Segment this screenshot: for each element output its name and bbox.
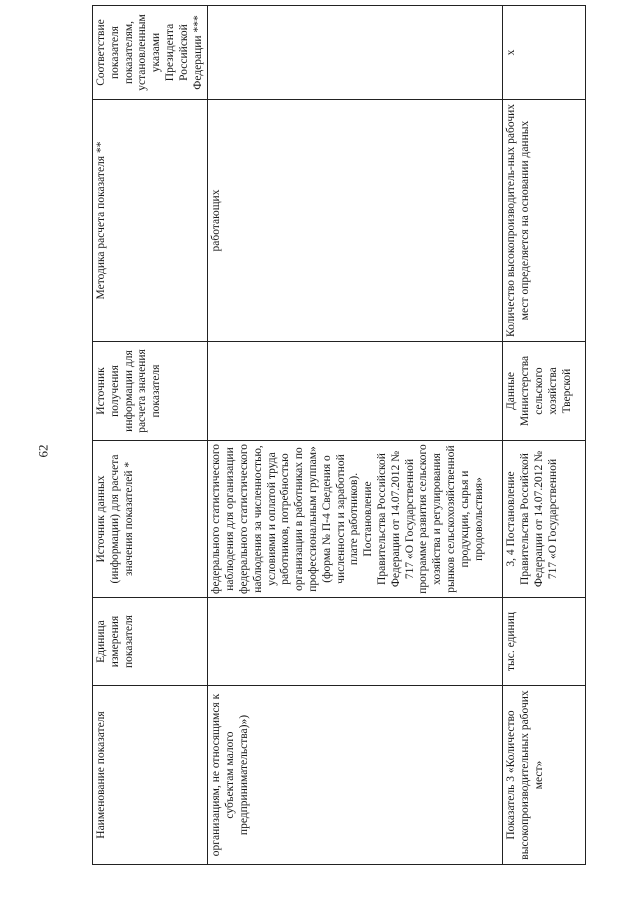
cell-name: организациям, не относящимся к субъектам малого предпринимательства)») — [208, 686, 503, 865]
header-compliance: Соответствие показателя показателям, установленным указами Президента Российской Федерации *** — [93, 6, 208, 100]
cell-info-source: Данные Министерства сельского хозяйства Тверской — [503, 342, 586, 441]
header-info-source: Источник получения информации для расчета значения показателя — [93, 342, 208, 441]
table-row — [503, 6, 586, 865]
table-header-row — [93, 6, 208, 865]
header-data-source: Источник данных (информации) для расчета значения показателей * — [93, 441, 208, 598]
cell-data-source: федерального статистического наблюдения для организации федерального статистического наблюдения за численностью, условиями и оплатой труда работников, потребностью организации в работниках по профессиональным группам» (форма № П-4 Сведения о численности и заработной плате работников). Постановление Правительства Российской Федерации от 14.07.2012 № 717 «О Государственной программе развития сельского хозяйства и регулирования рынков сельскохозяйственной продукции, сырья и продовольствия» — [208, 441, 503, 598]
indicators-table — [92, 5, 586, 865]
cell-compliance: x — [503, 6, 586, 100]
header-method: Методика расчета показателя ** — [93, 100, 208, 342]
cell-method: Количество высокопроизводитель-ных рабочих мест определяется на основании данных — [503, 100, 586, 342]
rotated-table-container — [92, 14, 576, 865]
cell-unit: тыс. единиц — [503, 598, 586, 686]
header-indicator-name: Наименование показателя — [93, 686, 208, 865]
cell-unit — [208, 598, 503, 686]
cell-compliance — [208, 6, 503, 100]
cell-method: работающих — [208, 100, 503, 342]
header-unit: Единица измерения показателя — [93, 598, 208, 686]
cell-name: Показатель 3 «Количество высокопроизводительных рабочих мест» — [503, 686, 586, 865]
page-number: 62 — [35, 444, 51, 458]
table-row — [208, 6, 503, 865]
cell-info-source — [208, 342, 503, 441]
table-wrapper — [92, 14, 576, 865]
cell-data-source: 3, 4 Постановление Правительства Российской Федерации от 14.07.2012 № 717 «О Государственной — [503, 441, 586, 598]
